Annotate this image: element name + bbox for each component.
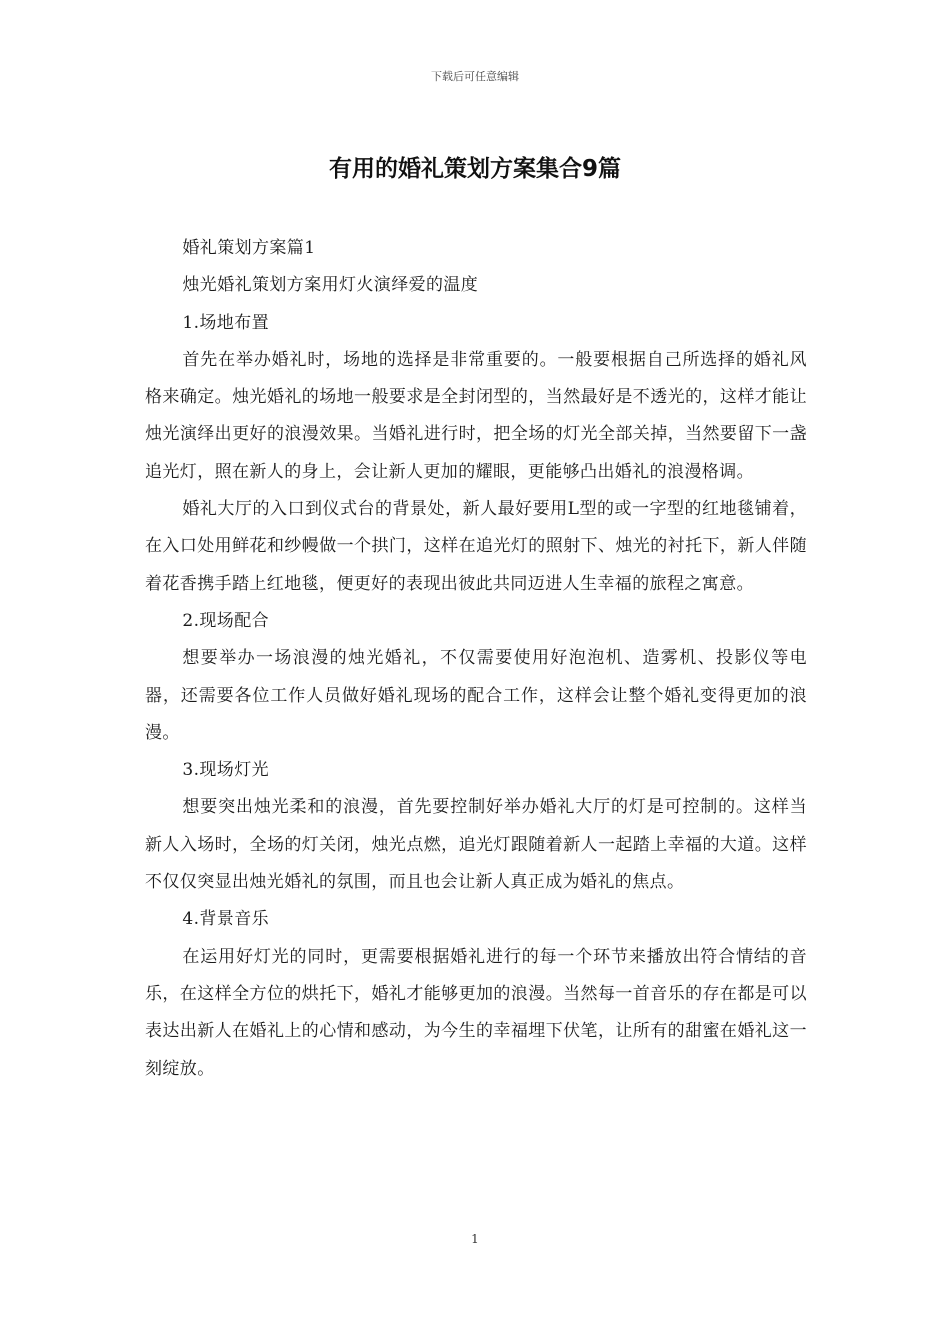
body-paragraph: 首先在举办婚礼时，场地的选择是非常重要的。一般要根据自己所选择的婚礼风格来确定。烛光婚礼的场地一般要求是全封闭型的，当然最好是不透光的，这样才能让烛光演绎出更好的浪漫效果。当婚礼进行时，把全场的灯光全部关掉，当然要留下一盏追光灯，照在新人的身上，会让新人更加的耀眼，更能够凸出婚礼的浪漫格调。 [145,349,807,482]
body-paragraph: 想要突出烛光柔和的浪漫，首先要控制好举办婚礼大厅的灯是可控制的。这样当新人入场时，全场的灯关闭，烛光点燃，追光灯跟随着新人一起踏上幸福的大道。这样不仅仅突显出烛光婚礼的氛围，而且也会让新人真正成为婚礼的焦点。 [145,797,807,893]
body-paragraph: 婚礼大厅的入口到仪式台的背景处，新人最好要用L型的或一字型的红地毯铺着，在入口处用鲜花和纱幔做一个拱门，这样在追光灯的照射下、烛光的衬托下，新人伴随着花香携手踏上红地毯，便更好的表现出彼此共同迈进人生幸福的旅程之寓意。 [145,499,807,594]
item-heading: 4.背景音乐 [182,909,270,930]
item-heading: 3.现场灯光 [182,760,270,781]
subtitle-paragraph: 烛光婚礼策划方案用灯火演绎爱的温度 [182,275,479,296]
header-note: 下载后可任意编辑 [431,70,519,83]
body-paragraph: 想要举办一场浪漫的烛光婚礼，不仅需要使用好泡泡机、造雾机、投影仪等电器，还需要各位工作人员做好婚礼现场的配合工作，这样会让整个婚礼变得更加的浪漫。 [145,648,807,743]
page-number: 1 [471,1232,479,1246]
item-heading: 2.现场配合 [182,610,270,631]
document-title: 有用的婚礼策划方案集合9篇 [328,156,621,182]
item-heading: 1.场地布置 [182,312,270,333]
body-paragraph: 在运用好灯光的同时，更需要根据婚礼进行的每一个环节来播放出符合情结的音乐，在这样全方位的烘托下，婚礼才能够更加的浪漫。当然每一首音乐的存在都是可以表达出新人在婚礼上的心情和感动，为今生的幸福埋下伏笔，让所有的甜蜜在婚礼这一刻绽放。 [145,946,807,1079]
section-heading: 婚礼策划方案篇1 [182,238,316,258]
document-body [145,230,807,1088]
